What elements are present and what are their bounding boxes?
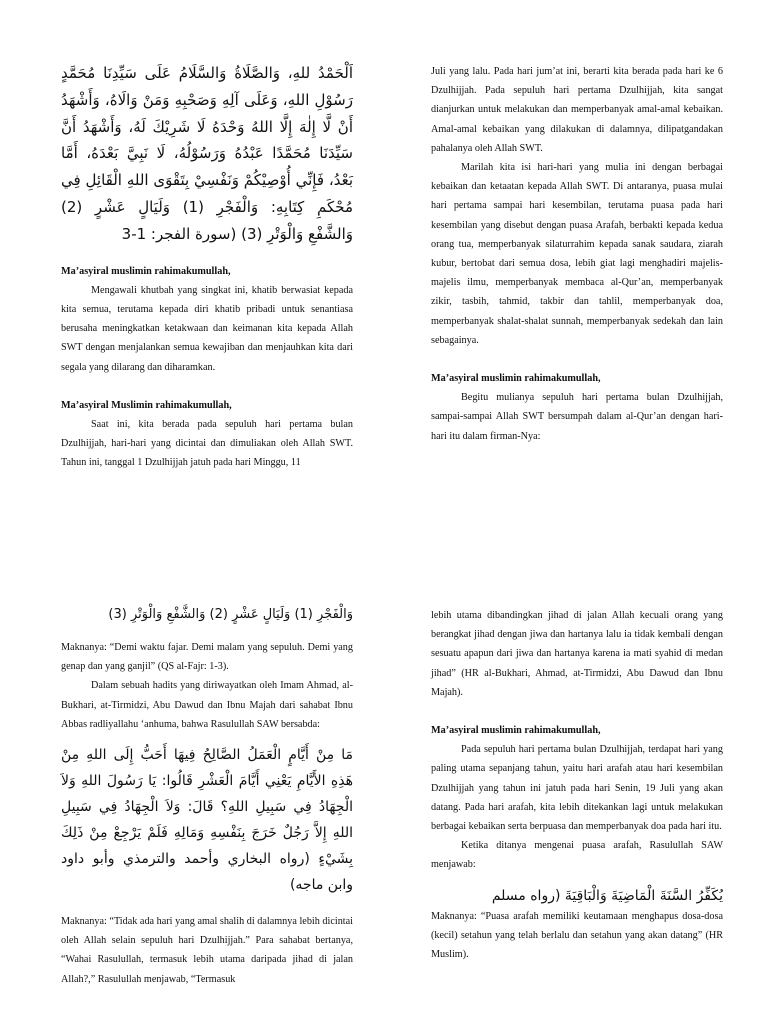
heading-masyiral-2: Ma’asyiral Muslimin rahimakumullah, [61,399,232,411]
paragraph-makna-al-fajr: Maknanya: “Demi waktu fajar. Demi malam yang sepuluh. Demi yang genap dan yang ganjil” (QS al-Fajr: 1-3). [61,642,353,673]
heading-masyiral-4: Ma’asyiral muslimin rahimakumullah, [431,725,601,737]
arabic-hadith-ayyam-al-ashr: مَا مِنْ أَيَّامٍ الْعَمَلُ الصَّالِحُ فِيهَا أَحَبُّ إِلَى اللهِ مِنْ هَذِهِ الأَيَّامِ يَعْنِي أَيَّامَ الْعَشْرِ قَالُوا: يَا رَسُولَ اللهِ وَلاَ الْجِهَادُ فِي سَبِيلِ اللهِ؟ قَالَ: وَلاَ الْجِهَادُ فِي سَبِيلِ اللهِ إِلاَّ رَجُلٌ خَرَجَ بِنَفْسِهِ وَمَالِهِ فَلَمْ يَرْجِعْ مِنْ ذَلِكَ بِشَيْءٍ (رواه البخاري وأحمد والترمذي وأبو داود وابن ماجه) [61,747,353,894]
paragraph-continuation-jihad: lebih utama dibandingkan jihad di jalan Allah kecuali orang yang berangkat jihad dengan jiwa dan hartanya lalu ia tidak kembali dengan sesuatu apapun dari jiwa dan hartanya karena ia mati syahid di medan jihad” (HR al-Bukhari, Ahmad, at-Tirmidzi, Abu Dawud dan Ibnu Majah). [431,610,723,698]
paragraph-makna-puasa-arafah: Maknanya: “Puasa arafah memiliki keutamaan menghapus dosa-dosa (kecil) setahun yang telah berlalu dan setahun yang akan datang” (HR Muslim). [431,910,723,961]
paragraph-continuation-juli: Juli yang lalu. Pada hari jum’at ini, berarti kita berada pada hari ke 6 Dzulhijjah. Pada sepuluh hari pertama Dzulhijjah, kita sangat dianjurkan untuk melakukan dan memperbanyak amal-amal kebaikan. Amal-amal kebaikan yang dilakukan di dalamnya, dilipatgandakan pahalanya oleh Allah SWT. [431,66,723,154]
arabic-opening-text: اَلْحَمْدُ للهِ، وَالصَّلَاةُ وَالسَّلَامُ عَلَى سَيِّدِنَا مُحَمَّدٍ رَسُوْلِ اللهِ، وَعَلَى آلِهِ وَصَحْبِهِ وَمَنْ وَالَاهُ، وَأَشْهَدُ أَنْ لَّا إِلٰهَ إِلَّا اللهُ وَحْدَهُ لَا شَرِيْكَ لَهُ، وَأَشْهَدُ أَنَّ سَيِّدَنَا مُحَمَّدًا عَبْدُهُ وَرَسُوْلُهُ، لَا نَبِيَّ بَعْدَهُ، أَمَّا بَعْدُ، فَإِنِّي أُوْصِيْكُمْ وَنَفْسِيْ بِتَقْوَى اللهِ الْقَائِلِ فِي مُحْكَمِ كِتَابِهِ: وَالْفَجْرِ (1) وَلَيَالٍ عَشْرٍ (2) وَالشَّفْعِ وَالْوَتْرِ (3) (سورة الفجر: 1-3 [61,64,353,243]
column-top-left [61,60,353,473]
paragraph-puasa-arafah-question: Ketika ditanya mengenai puasa arafah, Rasulullah SAW menjawab: [431,840,723,871]
heading-masyiral-3: Ma’asyiral muslimin rahimakumullah, [431,373,601,385]
paragraph-dzulhijjah-intro: Saat ini, kita berada pada sepuluh hari pertama bulan Dzulhijjah, hari-hari yang dicintai dan dimuliakan oleh Allah SWT. Tahun ini, tanggal 1 Dzulhijjah jatuh pada hari Minggu, 11 [61,419,353,469]
column-bottom-left [61,604,353,989]
column-bottom-right [431,606,723,964]
paragraph-wasiat: Mengawali khutbah yang singkat ini, khatib berwasiat kepada kita semua, terutama kepada diri khatib pribadi untuk senantiasa berusaha meningkatkan ketakwaan dan keimanan kita kepada Allah SWT dengan menjalankan semua kewajiban dan menjauhkan kita dari segala yang dilarang dan diharamkan. [61,284,353,373]
column-top-right [431,62,723,446]
paragraph-sumpah-allah: Begitu mulianya sepuluh hari pertama bulan Dzulhijjah, sampai-sampai Allah SWT bersumpah dalam al-Qur’an dengan hari-hari itu dalam firman-Nya: [431,392,723,442]
heading-masyiral-1: Ma’asyiral muslimin rahimakumullah, [61,265,231,277]
paragraph-kebaikan-list: Marilah kita isi hari-hari yang mulia ini dengan berbagai kebaikan dan ketaatan kepada Allah SWT. Di antaranya, puasa mulai hari pertama sampai hari kesembilan, terutama puasa pada hari kesembilan yang disebut dengan puasa Arafah, berbakti kepada kedua orang tua, memperbanyak silaturrahim kepada sanak saudara, ziarah kubur, bertobat dari semua dosa, lebih giat lagi menghadiri majelis-majelis ilmu, memperbanyak membaca al-Qur’an, memperbanyak zikir, tasbih, tahmid, takbir dan tahlil, memperbanyak doa, memperbanyak shalat-shalat sunnah, memperbanyak sedekah dan lain sebagainya. [431,162,723,346]
arabic-hadith-puasa-arafah: يُكَفِّرُ السَّنَةَ الْمَاضِيَةَ وَالْبَاقِيَةَ (رواه مسلم [491,887,723,904]
paragraph-hari-arafah: Pada sepuluh hari pertama bulan Dzulhijjah, terdapat hari yang paling utama sepanjang tahun, yaitu hari arafah atau hari kesembilan Dzulhijjah yang tahun ini jatuh pada hari Senin, 19 Juli yang akan datang. Pada hari arafah, kita lebih ditekankan lagi untuk melakukan berbagai kebaikan serta berpuasa dan memperbanyak doa pada hari itu. [431,744,723,833]
paragraph-makna-hadits: Maknanya: “Tidak ada hari yang amal shalih di dalamnya lebih dicintai oleh Allah selain sepuluh hari Dzulhijjah.” Para sahabat bertanya, “Wahai Rasulullah, termasuk lebih utama daripada jihad di jalan Allah?,” Rasulullah menjawab, “Termasuk [61,916,353,985]
arabic-verse-al-fajr: وَالْفَجْرِ (1) وَلَيَالٍ عَشْرٍ (2) وَالشَّفْعِ وَالْوَتْرِ (3) [108,607,353,622]
paragraph-hadits-intro: Dalam sebuah hadits yang diriwayatkan oleh Imam Ahmad, al-Bukhari, at-Tirmidzi, Abu Dawud dan Ibnu Majah dari sahabat Ibnu Abbas radliyallahu ‘anhuma, bahwa Rasulullah SAW bersabda: [61,680,353,730]
